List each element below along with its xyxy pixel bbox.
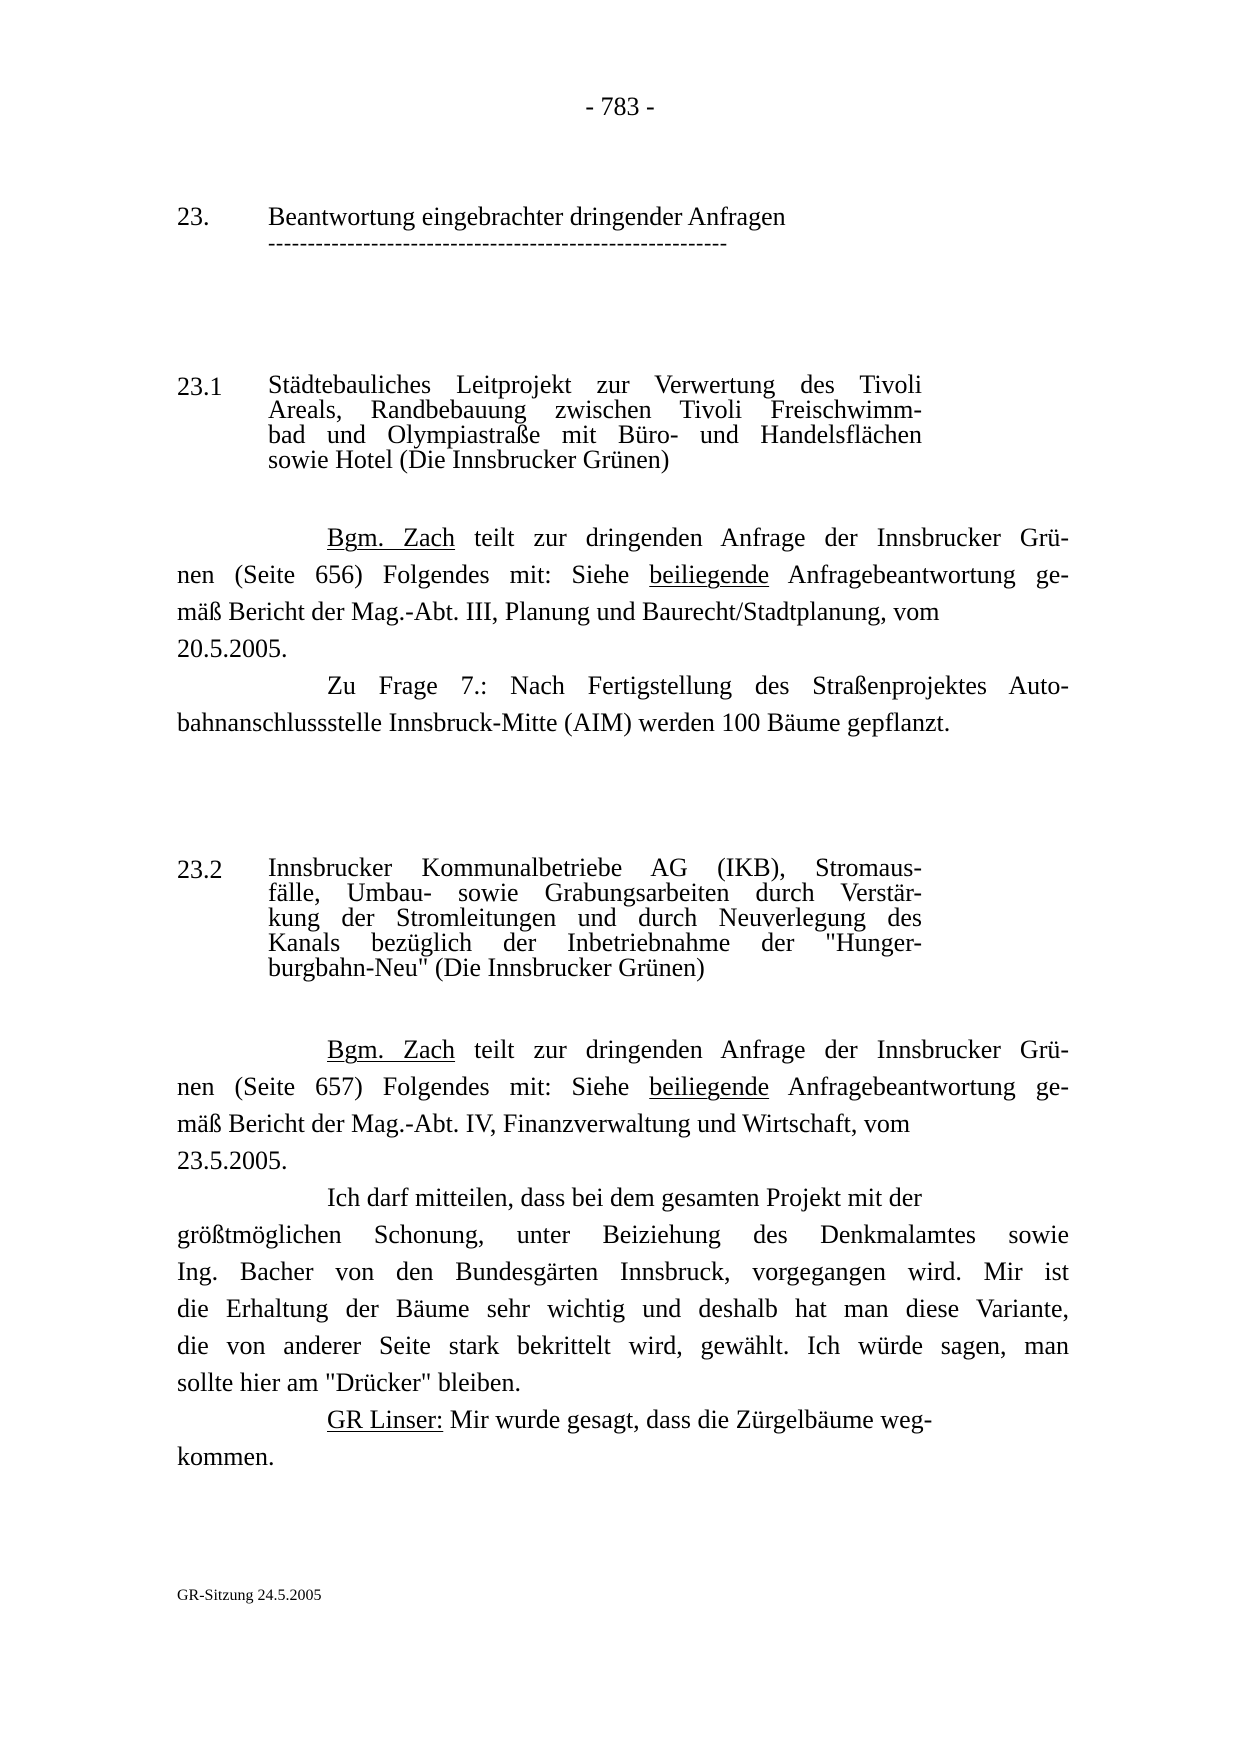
page-number: - 783 - xyxy=(585,92,655,121)
paragraph-line: 20.5.2005. xyxy=(177,634,288,663)
line-text: teilt zur dringenden Anfrage der Innsbrucker Grü- xyxy=(455,1035,1070,1064)
item-title-line: Areals, Randbebauung zwischen Tivoli Freischwimm- xyxy=(268,395,922,424)
line-text: Anfragebeantwortung ge- xyxy=(769,1072,1069,1101)
paragraph-line: Ich darf mitteilen, dass bei dem gesamten Projekt mit der xyxy=(327,1183,922,1212)
item-title-line: kung der Stromleitungen und durch Neuverlegung des xyxy=(268,903,922,932)
line-text: nen (Seite 657) Folgendes mit: Siehe xyxy=(177,1072,650,1101)
line-text: teilt zur dringenden Anfrage der Innsbrucker Grü- xyxy=(455,523,1070,552)
item-title-line: Städtebauliches Leitprojekt zur Verwertung des Tivoli xyxy=(268,370,922,399)
paragraph-line: kommen. xyxy=(177,1442,275,1471)
paragraph-line: bahnanschlussstelle Innsbruck-Mitte (AIM) werden 100 Bäume gepflanzt. xyxy=(177,708,951,737)
speaker-name: Bgm. Zach xyxy=(327,523,456,552)
paragraph-line: die von anderer Seite stark bekrittelt wird, gewählt. Ich würde sagen, man xyxy=(177,1331,1069,1360)
paragraph-line: mäß Bericht der Mag.-Abt. IV, Finanzverwaltung und Wirtschaft, vom xyxy=(177,1109,911,1138)
item-number: 23.1 xyxy=(177,372,223,401)
paragraph-line xyxy=(177,1401,1069,1438)
item-number: 23.2 xyxy=(177,855,223,884)
attachment-link: beiliegende xyxy=(649,560,770,589)
item-title-line: fälle, Umbau- sowie Grabungsarbeiten durch Verstär- xyxy=(268,878,922,907)
speaker-name: GR Linser: xyxy=(327,1405,444,1434)
item-title-line: burgbahn-Neu" (Die Innsbrucker Grünen) xyxy=(268,953,705,982)
paragraph-line: mäß Bericht der Mag.-Abt. III, Planung und Baurecht/Stadtplanung, vom xyxy=(177,597,940,626)
item-title xyxy=(268,855,922,980)
paragraph-line: sollte hier am "Drücker" bleiben. xyxy=(177,1368,521,1397)
paragraph-line: Zu Frage 7.: Nach Fertigstellung des Straßenprojektes Auto- xyxy=(327,671,1069,700)
paragraph-line: größtmöglichen Schonung, unter Beiziehung des Denkmalamtes sowie xyxy=(177,1220,1069,1249)
answer-paragraph xyxy=(177,519,1069,741)
item-title-line: Innsbrucker Kommunalbetriebe AG (IKB), Stromaus- xyxy=(268,853,922,882)
speaker-name: Bgm. Zach xyxy=(327,1035,456,1064)
paragraph-line xyxy=(177,1068,1069,1105)
section-title: Beantwortung eingebrachter dringender Anfragen xyxy=(268,202,786,231)
page-footer: GR-Sitzung 24.5.2005 xyxy=(177,1587,322,1604)
line-text: Mir wurde gesagt, dass die Zürgelbäume weg- xyxy=(443,1405,933,1434)
paragraph-line: die Erhaltung der Bäume sehr wichtig und deshalb hat man diese Variante, xyxy=(177,1294,1069,1323)
paragraph-line xyxy=(177,556,1069,593)
paragraph-line xyxy=(177,519,1069,556)
item-title-line: bad und Olympiastraße mit Büro- und Handelsflächen xyxy=(268,420,922,449)
item-title-line: sowie Hotel (Die Innsbrucker Grünen) xyxy=(268,445,670,474)
line-text: nen (Seite 656) Folgendes mit: Siehe xyxy=(177,560,650,589)
attachment-link: beiliegende xyxy=(649,1072,770,1101)
line-text: Anfragebeantwortung ge- xyxy=(769,560,1069,589)
paragraph-line: Ing. Bacher von den Bundesgärten Innsbruck, vorgegangen wird. Mir ist xyxy=(177,1257,1069,1286)
section-number: 23. xyxy=(177,202,210,231)
answer-paragraph xyxy=(177,1031,1069,1475)
item-title-line: Kanals bezüglich der Inbetriebnahme der "Hunger- xyxy=(268,928,922,957)
section-separator: ---------------------------------------------------------- xyxy=(268,230,728,255)
item-title xyxy=(268,372,922,472)
paragraph-line xyxy=(177,1031,1069,1068)
paragraph-line: 23.5.2005. xyxy=(177,1146,288,1175)
